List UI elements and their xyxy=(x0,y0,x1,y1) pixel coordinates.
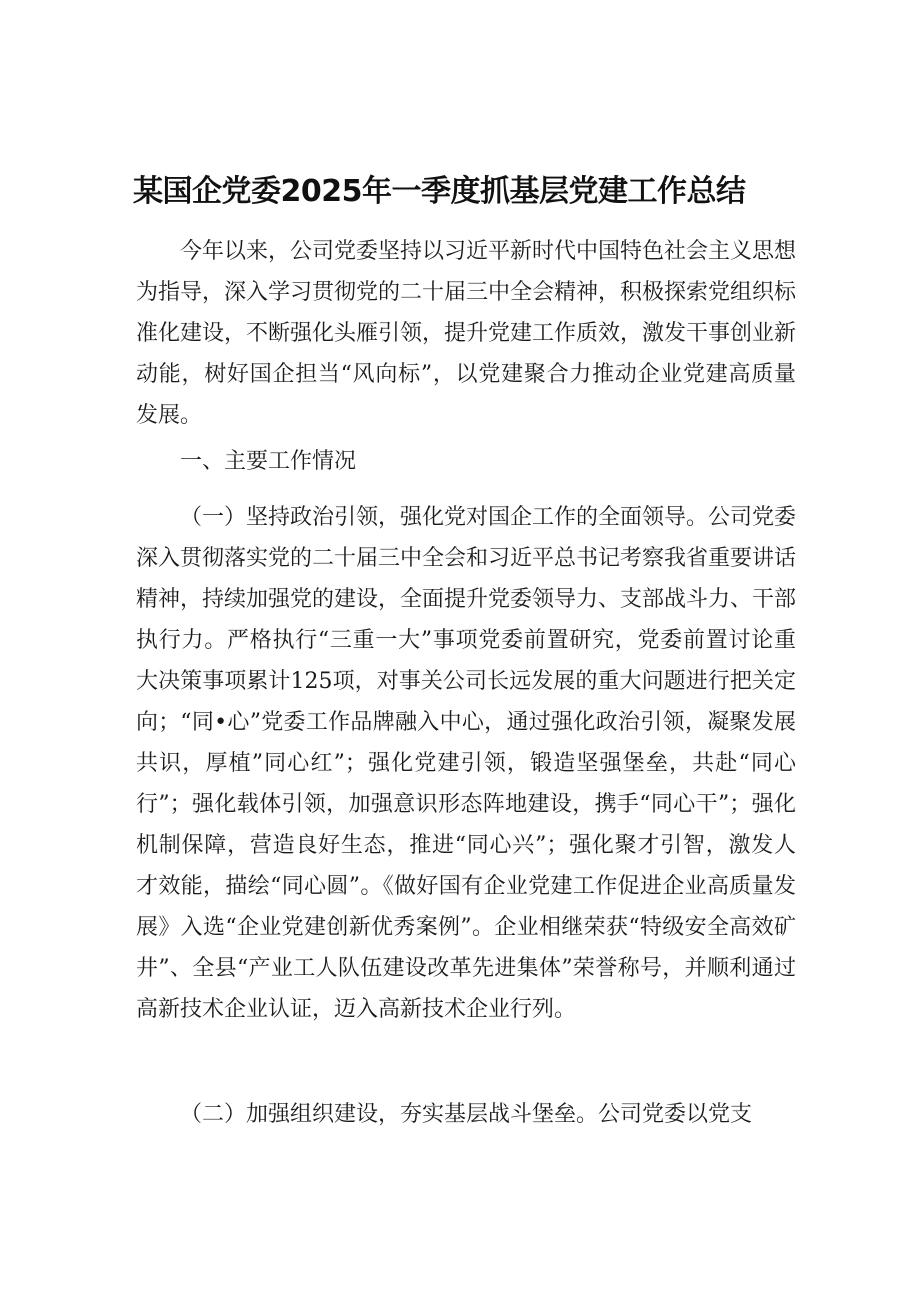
body-paragraph: （二）加强组织建设，夯实基层战斗堡垒。公司党委以党支 xyxy=(180,1102,753,1127)
section-heading: 一、主要工作情况 xyxy=(180,449,357,474)
intro-paragraph: 今年以来，公司党委坚持以习近平新时代中国特色社会主义思想为指导，深入学习贯彻党的二十届三中全会精神，积极探索党组织标准化建设，不断强化头雁引领，提升党建工作质效，激发干事创业新动能，树好国企担当“风向标”，以党建聚合力推动企业党建高质量发展。 xyxy=(136,239,797,428)
document-title: 某国企党委2025年一季度抓基层党建工作总结 xyxy=(133,174,746,209)
body-paragraph: （一）坚持政治引领，强化党对国企工作的全面领导。公司党委深入贯彻落实党的二十届三中全会和习近平总书记考察我省重要讲话精神，持续加强党的建设，全面提升党委领导力、支部战斗力、干部执行力。严格执行“三重一大”事项党委前置研究，党委前置讨论重大决策事项累计125项，对事关公司长远发展的重大问题进行把关定向；“同•心”党委工作品牌融入中心，通过强化政治引领，凝聚发展共识，厚植”同心红”；强化党建引领，锻造坚强堡垒，共赴“同心行”；强化载体引领，加强意识形态阵地建设，携手“同心干”；强化机制保障，营造良好生态，推进“同心兴”；强化聚才引智，激发人才效能，描绘“同心圆”。《做好国有企业党建工作促进企业高质量发展》入选“企业党建创新优秀案例”。企业相继荣获“特级安全高效矿井”、全县“产业工人队伍建设改革先进集体”荣誉称号，并顺利通过高新技术企业认证，迈入高新技术企业行列。 xyxy=(136,505,797,1022)
